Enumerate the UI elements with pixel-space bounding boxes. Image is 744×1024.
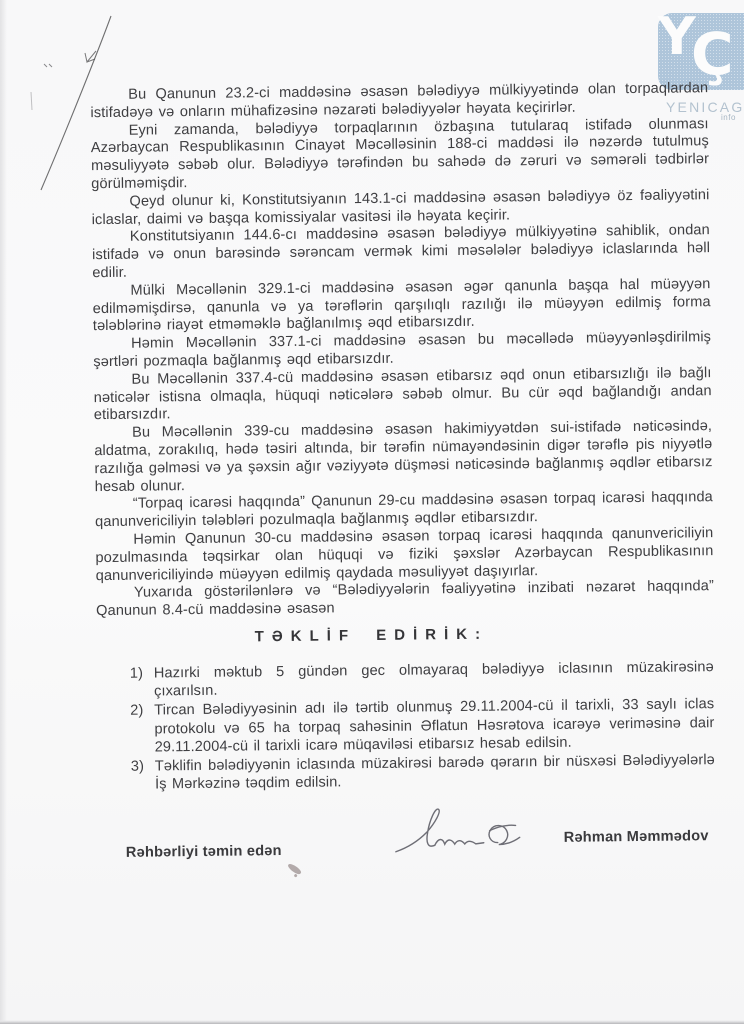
watermark-site-name: YENICAG: [666, 99, 744, 115]
list-item-number: 1): [129, 665, 144, 682]
list-item-number: 2): [130, 703, 144, 720]
paragraph: Konstitutsiyanın 144.6-cı maddəsinə əsasən bələdiyyə mülkiyyətinə sahiblik, ondan istifadə və onun barəsində sərəncam vermək kimi məsələlər bələdiyyə iclaslarında həll edilir.: [91, 222, 711, 282]
paragraph: Bu Məcəllənin 339-cu maddəsinə əsasən hakimiyyətdən sui-istifadə nəticəsində, aldatma, zorakılıq, hədə təsiri altında, bir tərəfin nümayəndəsinin digər tərəflə pis niyyətlə razılığa gəlməsi və ya şəxsin ağır vəziyyətə düşməsi nəticəsində bağlanmış əqdlər etibarsız hesab olunur.: [94, 418, 713, 495]
list-item-text: Hazırki məktub 5 gündən gec olmayaraq bələdiyyə iclasının müzakirəsinə çıxarılsın.: [153, 659, 714, 700]
paragraph: Bu Məcəllənin 337.4-cü maddəsinə əsasən etibarsız əqd onun etibarsızlığı ilə bağlı nəticələr istisna olmaqla, hüquqi nəticələrə səbəb olmur. Bu cür əqd bağlandığı andan etibarsızdır.: [93, 364, 712, 424]
scan-edge-left: [0, 0, 7, 1024]
document-body: [90, 80, 714, 621]
signatory-name: Rəhman Məmmədov: [563, 828, 709, 846]
paragraph: “Torpaq icarəsi haqqında” Qanunun 29-cu maddəsinə əsasən torpaq icarəsi haqqında qanunvericiliyin tələbləri pozulmaqla bağlanmış əqdlər etibarsızdır.: [95, 489, 713, 531]
scan-edge-bottom: [0, 1020, 744, 1024]
logo-letter-y: Y: [658, 7, 696, 67]
list-item: [130, 658, 714, 701]
section-heading: TƏKLİF EDİRİK:: [254, 625, 489, 646]
paragraph: Həmin Qanunun 30-cu maddəsinə əsasən torpaq icarəsi haqqında qanunvericiliyin pozulmasında təqsirkar olan hüquqi və fiziki şəxslər Azərbaycan Respublikasının qanunvericiliyində müəyyən edilmiş qaydada məsuliyyət daşıyırlar.: [95, 525, 714, 584]
logo-letter-c: Ç: [691, 20, 734, 88]
list-item-number: 3): [130, 758, 145, 775]
signature: [391, 804, 542, 864]
proposal-list: [130, 658, 715, 795]
paragraph: Bu Qanunun 23.2-ci maddəsinə əsasən bələdiyyə mülkiyyətində olan torpaqlardan istifadəyə və onların mühafizəsinə nəzarəti bələdiyyələr həyata keçirirlər.: [90, 80, 709, 121]
list-item-text: Tircan Bələdiyyəsinin adı ilə tərtib olunmuş 29.11.2004-cü il tarixli, 33 saylı iclas protokolu və 65 ha torpaq sahəsinin Əflatun Həsrətova icarəyə veriməsinə dair 29.11.2004-cü il tarixli icarə müqaviləsi etibarsız hesab edilsin.: [154, 696, 715, 756]
paragraph: Mülki Məcəllənin 329.1-ci maddəsinə əsasən əgər qanunla başqa hal müəyyən edilməmişdirsə, qanunla və ya tərəflərin qarşılıqlı razılığı ilə müəyyən edilmiş forma tələblərinə riayət etməməklə bağlanılmış əqd etibarsızdır.: [92, 275, 711, 335]
signatory-role-label: Rəhbərliyi təmin edən: [125, 843, 282, 861]
list-item: [131, 751, 715, 794]
paragraph: Həmin Məcəllənin 337.1-ci maddəsinə əsasən bu məcəllədə müəyyənləşdirilmiş şərtləri pozmaqla bağlanmış əqd etibarsızdır.: [93, 329, 712, 371]
paragraph: Eyni zamanda, bələdiyyə torpaqlarının özbaşına tutularaq istifadə olunması Azərbaycan Respublikasının Cinayət Məcəlləsinin 188-ci maddəsi ilə nəzərdə tutulmuş məsuliyyətə səbəb olur. Bələdiyyə tərəfindən bu sahədə də zəruri və səmərəli tədbirlər görülməmişdir.: [90, 115, 710, 193]
watermark-site-suffix: info: [721, 113, 736, 122]
list-item-text: Təklifin bələdiyyənin iclasında müzakirəsi barədə qərarın bir nüsxəsi Bələdiyyələrlə İş Mərkəzinə təqdim edilsin.: [154, 752, 715, 793]
paragraph: Qeyd olunur ki, Konstitutsiyanın 143.1-ci maddəsinə əsasən bələdiyyə öz fəaliyyətini iclaslar, daimi və başqa komissiyalar vasitəsi ilə həyata keçirir.: [91, 186, 710, 228]
list-item: [130, 696, 715, 757]
paragraph: Yuxarıda göstərilənlərə və “Bələdiyyələrin fəaliyyətinə inzibati nəzarət haqqında” Qanunun 8.4-cü maddəsinə əsasən: [96, 578, 714, 620]
